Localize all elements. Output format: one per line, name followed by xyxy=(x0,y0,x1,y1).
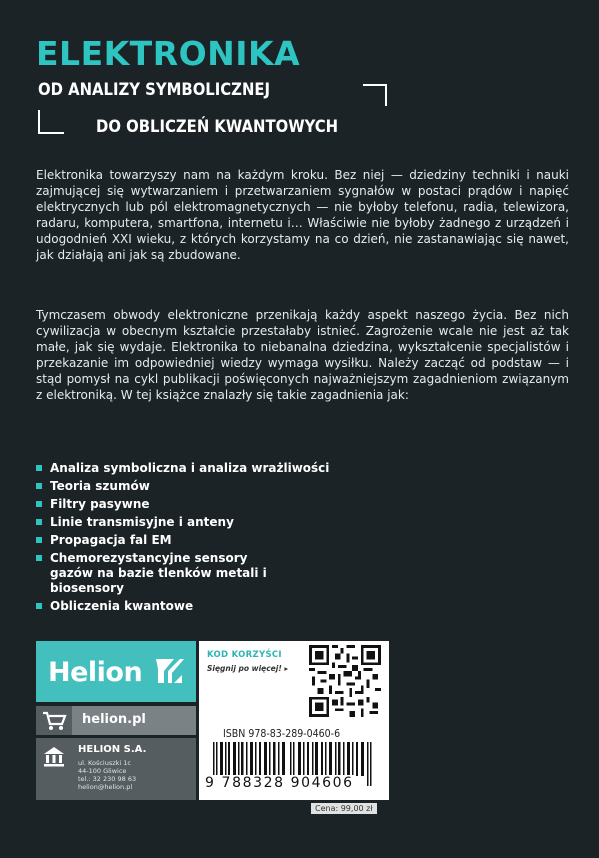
bullet-icon xyxy=(36,501,42,507)
list-item xyxy=(36,599,436,614)
publisher-phone: tel.: 32 230 98 63 xyxy=(78,775,137,783)
list-item xyxy=(36,497,436,512)
price-label: Cena: 99,00 zł xyxy=(311,803,377,814)
list-item xyxy=(36,515,436,530)
publisher-info xyxy=(36,738,196,800)
website-row[interactable] xyxy=(36,706,196,735)
qr-code-icon[interactable] xyxy=(308,645,382,717)
publisher-street: ul. Kościuszki 1c xyxy=(78,759,132,767)
bullet-icon xyxy=(36,537,42,543)
topic-label: Linie transmisyjne i anteny xyxy=(50,515,234,529)
bullet-icon xyxy=(36,465,42,471)
isbn-box xyxy=(199,641,389,813)
publisher-logo xyxy=(36,641,196,702)
topic-label: Propagacja fal EM xyxy=(50,533,172,547)
logo-text: Helion xyxy=(48,657,143,688)
helion-mark-icon xyxy=(154,655,186,687)
topic-label: Analiza symboliczna i analiza wrażliwości xyxy=(50,461,330,475)
description-paragraph-1: Elektronika towarzyszy nam na każdym kroku. Bez niej — dziedziny techniki i nauki zajmującej się wytwarzaniem i przetwarzaniem sygnałów w postaci prądów i napięć elektrycznych lub pól elektromagnetycznych — nie byłoby telefonu, radia, telewizora, radaru, komputera, smartfona, internetu i… Właściwie nie byłoby żadnego z urządzeń i udogodnień XXI wieku, z których korzystamy na co dzień, nie zastanawiając się nawet, jak działają ani jak są zbudowane. xyxy=(36,168,569,262)
list-item xyxy=(36,461,436,476)
website-bar xyxy=(72,706,196,735)
list-item xyxy=(36,533,436,548)
topic-label: Chemorezystancyjne sensory gazów na bazie tlenków metali i biosensory xyxy=(50,551,267,595)
bullet-icon xyxy=(36,519,42,525)
building-icon xyxy=(41,744,67,768)
siegnij-link[interactable]: Sięgnij po więcej! ▸ xyxy=(207,664,289,673)
bullet-icon xyxy=(36,555,42,561)
publisher-email: helion@helion.pl xyxy=(78,783,133,791)
description-paragraph-2: Tymczasem obwody elektroniczne przenikają każdy aspekt naszego życia. Bez nich cywilizacja w obecnym kształcie przestałaby istnieć. Zagrożenie wcale nie jest aż tak małe, jak się wydaje. Elektronika to niebanalna dziedzina, wykształcenie specjalistów i przekazanie im odpowiedniej wiedzy wymaga wysiłku. Należy zacząć od podstaw — i stąd pomysł na cykl publikacji poświęconych najważniejszym zagadnieniom związanym z elektroniką. W tej książce znalazły się takie zagadnienia jak: xyxy=(36,308,569,402)
barcode-digits: 9 788328 904606 xyxy=(205,775,354,791)
topics-list xyxy=(36,461,436,617)
isbn-label: ISBN 978-83-289-0460-6 xyxy=(223,728,341,740)
kod-korzysci-label: KOD KORZYŚCI xyxy=(207,650,282,660)
list-item xyxy=(36,551,290,596)
publisher-name: HELION S.A. xyxy=(78,744,147,755)
subtitle-line-2: DO OBLICZEŃ KWANTOWYCH xyxy=(96,117,339,136)
topic-label: Obliczenia kwantowe xyxy=(50,599,194,613)
publisher-city: 44-100 Gliwice xyxy=(78,767,127,775)
topic-label: Teoria szumów xyxy=(50,479,150,493)
website-link[interactable]: helion.pl xyxy=(82,712,146,727)
bracket-decoration-top xyxy=(363,84,387,106)
list-item xyxy=(36,479,436,494)
book-title: ELEKTRONIKA xyxy=(36,34,301,73)
shopping-cart-icon xyxy=(40,709,68,732)
bullet-icon xyxy=(36,603,42,609)
subtitle-line-1: OD ANALIZY SYMBOLICZNEJ xyxy=(38,80,271,99)
bullet-icon xyxy=(36,483,42,489)
bracket-decoration-bottom xyxy=(38,110,64,134)
topic-label: Filtry pasywne xyxy=(50,497,150,511)
